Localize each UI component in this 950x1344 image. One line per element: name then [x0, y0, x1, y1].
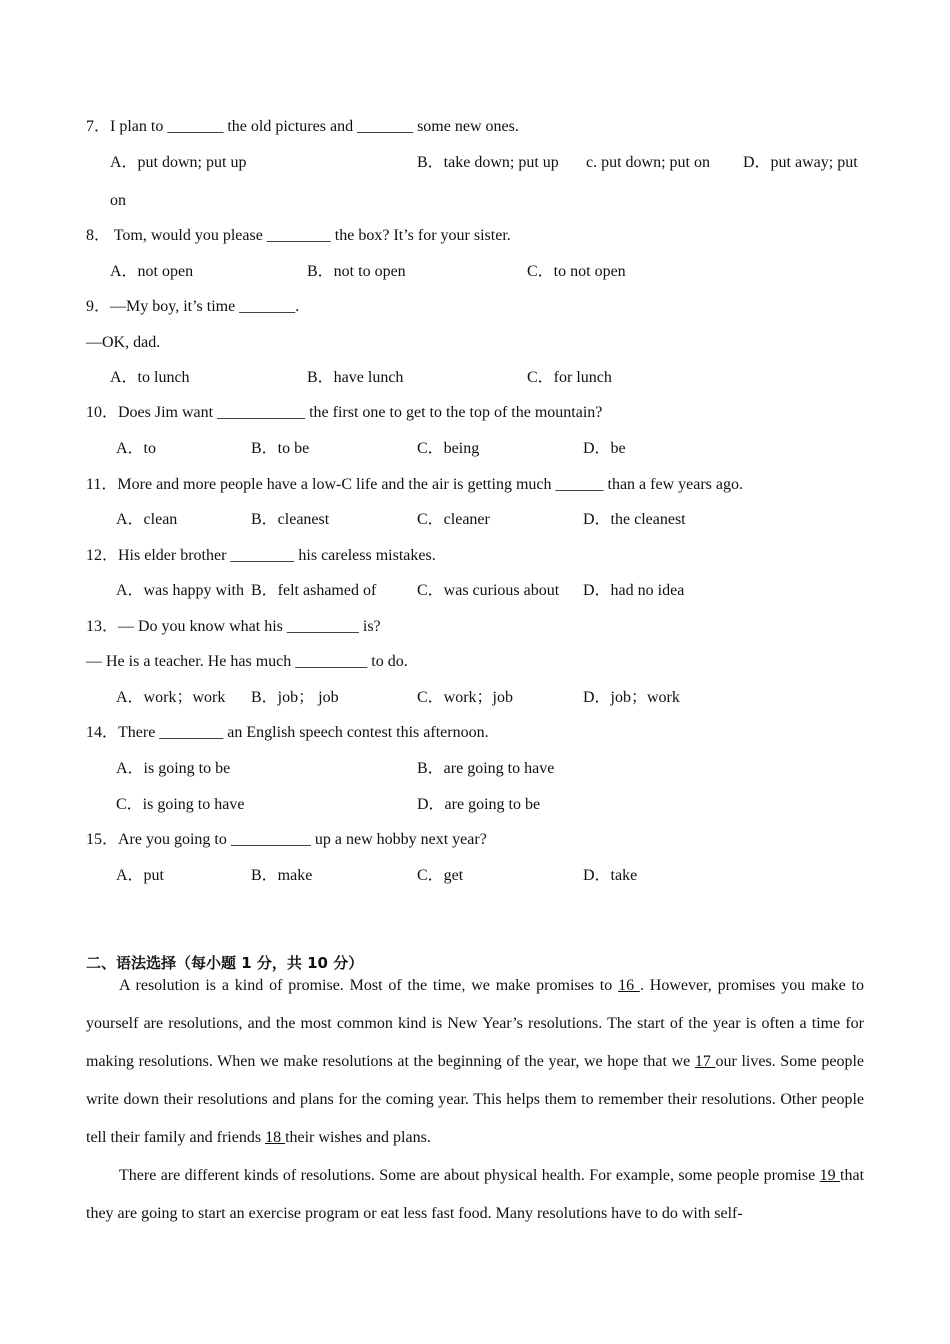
question-14-option-c: C．is going to have [116, 796, 245, 813]
question-15-option-d: D．take [583, 867, 638, 884]
question-13-option-b: B．job； job [251, 689, 339, 706]
blank-16: 16 [618, 977, 640, 994]
question-14-option-b: B．are going to have [417, 760, 555, 777]
question-12-option-a: A．was happy with [116, 582, 244, 599]
question-7-option-a: A．put down; put up [110, 154, 247, 171]
section-heading: 二、语法选择（每小题 1 分，共 10 分） [86, 954, 364, 972]
passage-text: that they are going to start an exercise program or eat less fast food. Many resolutions have to do with self- [86, 1167, 865, 1222]
question-13-option-a: A．work；work [116, 689, 226, 706]
question-7-option-c: c. put down; put on [586, 154, 710, 171]
question-13-stem: 13．— Do you know what his _________ is? [86, 618, 381, 635]
question-9-option-c: C．for lunch [527, 369, 612, 386]
blank-19: 19 [819, 1167, 841, 1184]
passage-text: A resolution is a kind of promise. Most of the time, we make promises to [119, 977, 613, 994]
question-10-option-c: C．being [417, 440, 480, 457]
question-10-option-b: B．to be [251, 440, 310, 457]
question-10-option-a: A．to [116, 440, 157, 457]
question-11-option-c: C．cleaner [417, 511, 490, 528]
question-8-option-c: C．to not open [527, 263, 626, 280]
question-11-stem: 11．More and more people have a low-C life and the air is getting much ______ than a few years ago. [86, 476, 743, 493]
question-12-option-b: B．felt ashamed of [251, 582, 377, 599]
passage-text: . However, promises you make to yourself are resolutions, and the most common kind is New Year’s resolutions. The start of the year is often a time for making resolutions. When we make resolutions at the beginning of the year, we hope that we [86, 977, 865, 1070]
question-9-stem: 9．—My boy, it’s time _______. [86, 298, 300, 315]
question-10-stem: 10．Does Jim want ___________ the first one to get to the top of the mountain? [86, 404, 603, 421]
passage-text: our lives. Some people write down their resolutions and plans for the coming year. This helps them to remember their resolutions. Other people tell their family and friends [86, 1053, 865, 1146]
question-14-option-a: A．is going to be [116, 760, 231, 777]
question-9-reply: —OK, dad. [86, 334, 161, 351]
question-14-stem: 14．There ________ an English speech contest this afternoon. [86, 724, 489, 741]
question-14-option-d: D．are going to be [417, 796, 541, 813]
blank-17: 17 [694, 1053, 716, 1070]
question-11-option-d: D．the cleanest [583, 511, 686, 528]
question-15-option-c: C．get [417, 867, 464, 884]
passage-paragraph-2 [86, 1157, 864, 1233]
question-15-option-a: A．put [116, 867, 165, 884]
question-15-option-b: B．make [251, 867, 313, 884]
question-15-stem: 15．Are you going to __________ up a new hobby next year? [86, 831, 487, 848]
question-8-stem: 8． Tom, would you please ________ the box? It’s for your sister. [86, 227, 511, 244]
question-12-option-c: C．was curious about [417, 582, 560, 599]
question-7-option-d-continued: on [110, 192, 126, 209]
question-7-stem: 7．I plan to _______ the old pictures and _______ some new ones. [86, 118, 519, 135]
question-13-option-d: D．job；work [583, 689, 680, 706]
question-12-option-d: D．had no idea [583, 582, 685, 599]
question-7-option-d: D．put away; put [743, 154, 858, 171]
passage-paragraph-1 [86, 967, 864, 1157]
passage-text: their wishes and plans. [285, 1129, 431, 1146]
question-13-option-c: C．work；job [417, 689, 514, 706]
question-13-reply: — He is a teacher. He has much _________ to do. [86, 653, 408, 670]
question-8-option-a: A．not open [110, 263, 194, 280]
question-12-stem: 12．His elder brother ________ his careless mistakes. [86, 547, 436, 564]
passage-text: There are different kinds of resolutions. Some are about physical health. For example, some people promise [119, 1167, 816, 1184]
question-11-option-a: A．clean [116, 511, 178, 528]
question-11-option-b: B．cleanest [251, 511, 330, 528]
question-7-option-b: B．take down; put up [417, 154, 559, 171]
blank-18: 18 [265, 1129, 286, 1146]
passage [86, 967, 864, 1233]
question-10-option-d: D．be [583, 440, 626, 457]
question-9-option-b: B．have lunch [307, 369, 404, 386]
question-8-option-b: B．not to open [307, 263, 406, 280]
question-9-option-a: A．to lunch [110, 369, 190, 386]
